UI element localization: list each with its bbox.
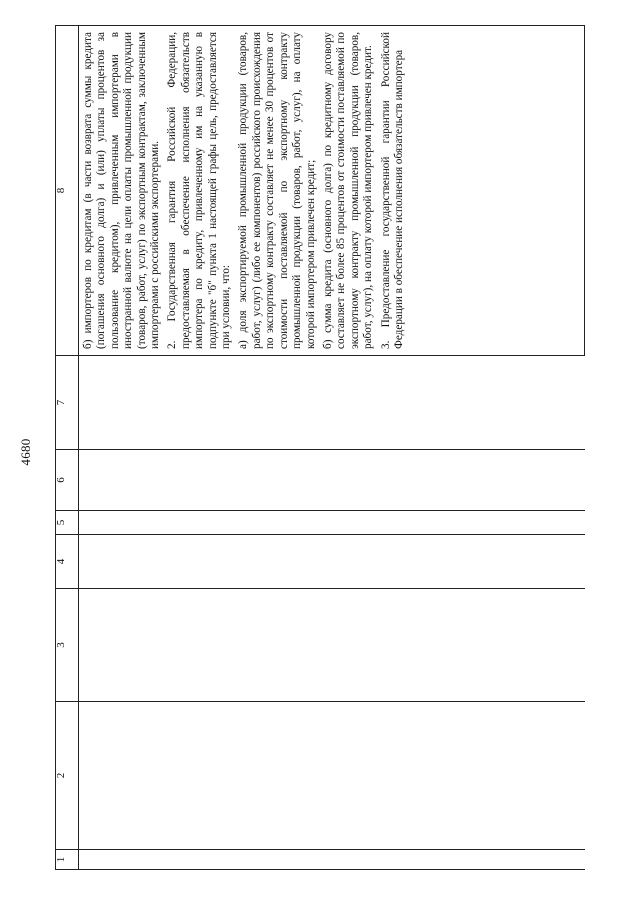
column-header: 2 — [56, 702, 79, 850]
table-cell-empty — [79, 702, 585, 850]
table-cell-empty — [79, 589, 585, 702]
table-body-row — [79, 26, 585, 870]
rotated-table-sheet — [55, 26, 595, 870]
legal-paragraph: а) доля экспортируемой промышленной продукции (товаров, работ, услуг) (либо ее компонентов) российского происхождения по экспортному контракту составляет не менее 30 процентов от стоимости поставляемой по экспортному контракту промышленной продукции (товаров, работ, услуг), на оплату которой импортером привлечен кредит; — [237, 32, 317, 349]
legal-paragraph: б) сумма кредита (основного долга) по кредитному договору составляет не более 85 процентов от стоимости поставляемой по экспортному контракту промышленной продукции (товаров, работ, услуг), на оплату которой импортером привлечен кредит. — [321, 32, 375, 349]
table-cell-empty — [79, 450, 585, 511]
table-cell-empty — [79, 356, 585, 450]
column-header: 5 — [56, 511, 79, 535]
column-header: 6 — [56, 450, 79, 511]
table-header-row — [56, 26, 79, 870]
table-cell-text — [79, 26, 585, 356]
column-header: 1 — [56, 850, 79, 870]
column-header: 4 — [56, 535, 79, 589]
legal-paragraph: 3. Предоставление государственной гарантии Российской Федерации в обеспечение исполнения обязательств импортера — [379, 32, 405, 349]
page-number: 4680 — [18, 438, 33, 466]
legal-paragraph: б) импортеров по кредитам (в части возврата суммы кредита (погашения основного долга) и (или) уплаты процентов за пользование кредитом), привлеченным импортерами в иностранной валюте на цели оплаты промышленной продукции (товаров, работ, услуг) по экспортным контрактам, заключенным импортерами с российскими экспортерами. — [82, 32, 162, 349]
legal-text-block — [79, 26, 406, 355]
legal-table — [55, 25, 585, 870]
column-header: 3 — [56, 589, 79, 702]
column-header: 7 — [56, 356, 79, 450]
table-cell-empty — [79, 850, 585, 870]
table-cell-empty — [79, 511, 585, 535]
legal-paragraph: 2. Государственная гарантия Российской Федерации, предоставляемая в обеспечение исполнения обязательств импортера по кредиту, привлеченному им на указанную в подпункте "б" пункта 1 настоящей графы цель, предоставляется при условии, что: — [166, 32, 233, 349]
table-cell-empty — [79, 535, 585, 589]
column-header: 8 — [56, 26, 79, 356]
